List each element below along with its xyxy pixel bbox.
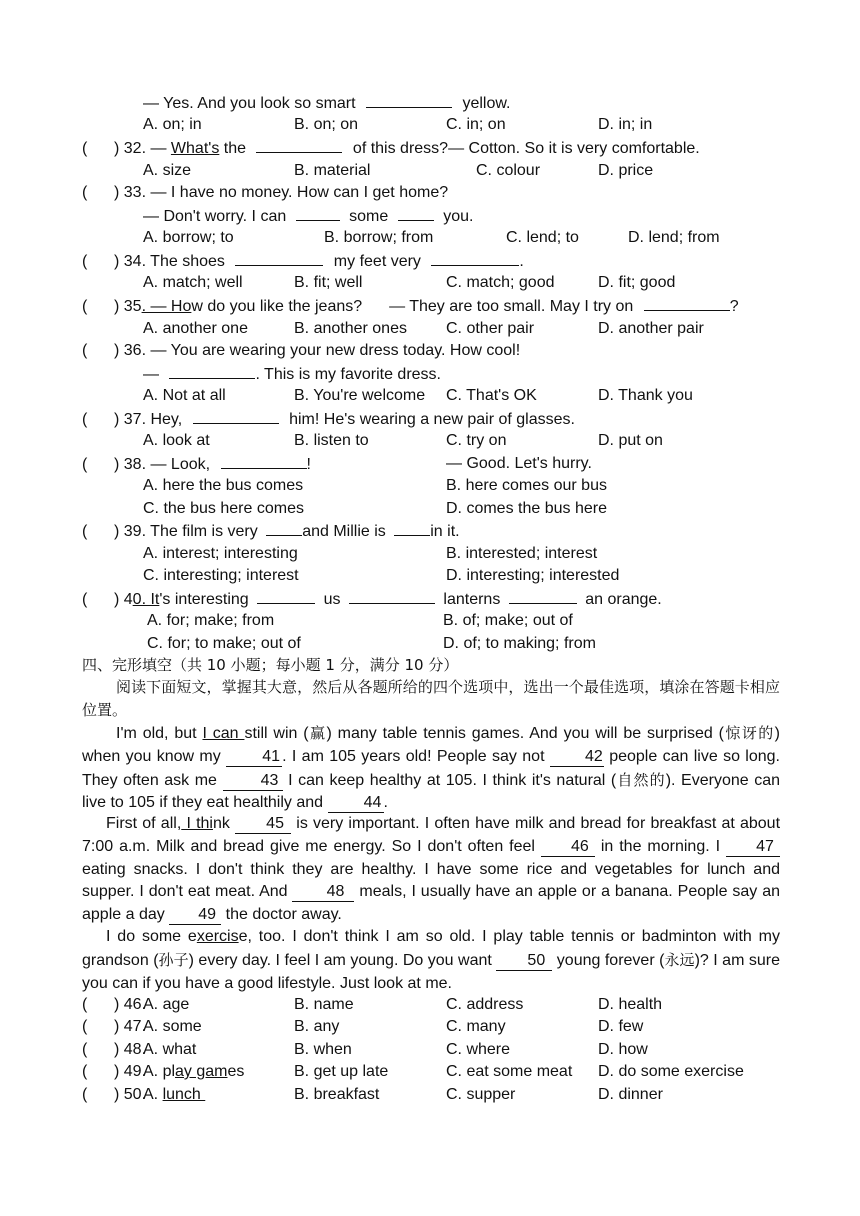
q32-stem bbox=[82, 137, 700, 159]
q38-blank bbox=[221, 453, 307, 469]
passage-text: ). Everyone can live to 105 if they eat healthily and bbox=[82, 771, 781, 812]
q39-option-d: D. interesting; interested bbox=[446, 567, 620, 584]
q34-stem-text: The shoes bbox=[150, 253, 225, 270]
q49-option-a-text: A. pl bbox=[143, 1063, 176, 1080]
q40-option-a: A. for; make; from bbox=[147, 612, 275, 629]
q35-option-b: B. another ones bbox=[294, 320, 407, 337]
q40-blank-1 bbox=[257, 588, 315, 604]
q35-stem-end: ? bbox=[729, 298, 739, 315]
q31-stem-text: — Yes. And you look so smart bbox=[143, 95, 356, 112]
q38-stem-excl: ! bbox=[306, 456, 311, 473]
q39-stem-end: in it. bbox=[430, 523, 460, 540]
passage-gloss: 赢 bbox=[308, 724, 327, 742]
q31-stem-end: yellow. bbox=[462, 95, 511, 112]
q40-blank-2 bbox=[349, 588, 435, 604]
q35-stem-answer: — They are too small. May I try on bbox=[389, 298, 634, 315]
q36-options bbox=[0, 385, 860, 407]
q46-number: ( ) 46. bbox=[82, 996, 147, 1013]
passage-gloss: 孙子 bbox=[158, 950, 189, 969]
q36-stem bbox=[82, 340, 520, 362]
q31-options bbox=[0, 114, 860, 136]
q39-blank-1 bbox=[266, 520, 302, 536]
q35-option-c: C. other pair bbox=[446, 320, 535, 337]
q39-stem bbox=[82, 520, 460, 542]
passage-text: is very important. I often have milk and bread for breakfast at about 7:00 a.m. Milk and bread give me energy. So I don't often feel bbox=[82, 815, 781, 855]
cloze-blank-48: 48 bbox=[292, 883, 354, 902]
q31-blank bbox=[366, 92, 452, 108]
q39-option-b: B. interested; interest bbox=[446, 545, 598, 562]
q48-option-d: D. how bbox=[598, 1041, 648, 1058]
q40-stem-text: 's interesting bbox=[159, 591, 249, 608]
q32-stem-the: the bbox=[219, 140, 247, 157]
q36-option-d: D. Thank you bbox=[598, 387, 693, 404]
passage-underlined: I thi bbox=[181, 815, 213, 832]
q34-stem-end: . bbox=[519, 253, 524, 270]
q38-options-1 bbox=[0, 475, 860, 497]
q36-blank bbox=[169, 363, 255, 379]
q47-number: ( ) 47. bbox=[82, 1018, 147, 1035]
q38-number: ( ) 38. bbox=[82, 456, 147, 473]
q40-options-2 bbox=[0, 633, 860, 655]
q38-stem bbox=[82, 453, 311, 475]
q49-option-a-underlined: ay gam bbox=[175, 1063, 228, 1080]
q34-options bbox=[0, 272, 860, 294]
q49-option-c: C. eat some meat bbox=[446, 1063, 573, 1080]
cloze-blank-41: 41 bbox=[226, 748, 282, 767]
q48-number: ( ) 48. bbox=[82, 1041, 147, 1058]
passage-paragraph-2 bbox=[82, 813, 780, 927]
q33-blank-1 bbox=[296, 205, 340, 221]
q37-stem-end: him! He's wearing a new pair of glasses. bbox=[289, 411, 575, 428]
q50-number: ( ) 50. bbox=[82, 1086, 147, 1103]
section-heading: 四、完形填空（共 10 小题；每小题 1 分，满分 10 分） bbox=[82, 656, 459, 674]
q49-option-b: B. get up late bbox=[294, 1063, 389, 1080]
q34-stem-mid: my feet very bbox=[333, 253, 421, 270]
q31-option-b: B. on; on bbox=[294, 116, 359, 133]
cloze-blank-50: 50 bbox=[496, 952, 552, 971]
cloze-blank-44: 44 bbox=[328, 794, 384, 813]
q37-option-d: D. put on bbox=[598, 432, 663, 449]
q38-option-b: B. here comes our bus bbox=[446, 477, 607, 494]
q40-stem-end: an orange. bbox=[585, 591, 662, 608]
q33-stem-some: some bbox=[349, 208, 389, 225]
q34-option-c: C. match; good bbox=[446, 274, 555, 291]
passage-text: ) many table tennis games. And you will be surprised ( bbox=[326, 725, 724, 742]
q35-options bbox=[0, 318, 860, 340]
q47-option-d: D. few bbox=[598, 1018, 644, 1035]
q39-options-2 bbox=[0, 565, 860, 587]
passage-text: )? I am sure you can if you have a good lifestyle. Just look at me. bbox=[82, 951, 781, 992]
q46-row bbox=[0, 994, 860, 1016]
q47-option-c: C. many bbox=[446, 1018, 506, 1035]
q33-stem bbox=[82, 182, 448, 204]
q40-stem-us: us bbox=[323, 591, 341, 608]
q39-number: ( ) 39. bbox=[82, 523, 147, 540]
q32-option-d: D. price bbox=[598, 162, 654, 179]
q37-option-c: C. try on bbox=[446, 432, 507, 449]
q35-option-d: D. another pair bbox=[598, 320, 704, 337]
passage-gloss: 自然的 bbox=[616, 770, 666, 789]
q40-stem-lanterns: lanterns bbox=[443, 591, 501, 608]
passage-underlined: I can bbox=[202, 725, 245, 742]
q40-stem-underlined: 0. It bbox=[132, 591, 160, 608]
q31-option-d: D. in; in bbox=[598, 116, 653, 133]
q32-options bbox=[0, 160, 860, 182]
q33-number: ( ) 33. bbox=[82, 184, 147, 201]
q49-option-a bbox=[143, 1061, 244, 1083]
passage-paragraph-1 bbox=[82, 722, 780, 815]
passage-text: I can keep healthy at 105. I think it's natural ( bbox=[282, 771, 617, 789]
passage-text: I'm old, but bbox=[116, 725, 203, 742]
passage-text: still win ( bbox=[244, 725, 309, 742]
q38-options-2 bbox=[0, 498, 860, 520]
passage-text: . I am 105 years old! People say not bbox=[282, 747, 550, 765]
q50-option-b: B. breakfast bbox=[294, 1086, 380, 1103]
q36-option-c: C. That's OK bbox=[446, 387, 537, 404]
passage-text: ) when you know my bbox=[82, 725, 780, 765]
q47-option-b: B. any bbox=[294, 1018, 340, 1035]
q34-option-d: D. fit; good bbox=[598, 274, 676, 291]
passage-text: meals, I usually have an apple or a banana. People say an apple a day bbox=[82, 883, 780, 924]
passage-text: young forever ( bbox=[552, 951, 665, 969]
q33-option-b: B. borrow; from bbox=[324, 229, 434, 246]
passage-text: people can live so long. They often ask me bbox=[82, 747, 781, 789]
q32-stem-dash: — bbox=[150, 140, 171, 157]
q48-option-b: B. when bbox=[294, 1041, 352, 1058]
passage-underlined: xercis bbox=[196, 928, 239, 945]
q47-option-a: A. some bbox=[143, 1018, 202, 1035]
q37-number: ( ) 37. bbox=[82, 411, 147, 428]
q35-stem-question: w do you like the jeans? bbox=[191, 298, 363, 315]
q40-blank-3 bbox=[509, 588, 577, 604]
passage-text: eating snacks. I don't think they are healthy. I have some rice and vegetables for lunch and supper. I don't eat meat. And bbox=[82, 860, 780, 901]
q36-stem-line1: — You are wearing your new dress today. How cool! bbox=[150, 342, 521, 359]
passage-text: First of all, bbox=[106, 815, 182, 832]
q40-number: ( ) 4 bbox=[82, 591, 133, 608]
q36-number: ( ) 36. bbox=[82, 342, 147, 359]
q46-option-a: A. age bbox=[143, 996, 190, 1013]
q48-option-a: A. what bbox=[143, 1041, 197, 1058]
q38-stem-look: — Look, bbox=[150, 456, 211, 473]
q50-option-a bbox=[143, 1084, 205, 1106]
passage-text: nk bbox=[212, 815, 236, 832]
q35-option-a: A. another one bbox=[143, 320, 248, 337]
q50-row bbox=[0, 1084, 860, 1106]
cloze-blank-49: 49 bbox=[169, 906, 221, 925]
q39-option-a: A. interest; interesting bbox=[143, 545, 298, 562]
q37-stem bbox=[82, 408, 575, 430]
q32-option-a: A. size bbox=[143, 162, 192, 179]
q50-option-a-text: A. bbox=[143, 1086, 163, 1103]
cloze-blank-42: 42 bbox=[550, 748, 604, 767]
q32-number: ( ) 32. bbox=[82, 140, 147, 157]
q37-stem-hey: Hey, bbox=[150, 411, 183, 428]
q33-blank-2 bbox=[398, 205, 434, 221]
q32-stem-underlined: What's bbox=[170, 140, 220, 157]
q32-option-c: C. colour bbox=[476, 162, 541, 179]
q40-option-c: C. for; to make; out of bbox=[147, 635, 301, 652]
q40-option-b: B. of; make; out of bbox=[443, 612, 573, 629]
q37-blank bbox=[193, 408, 279, 424]
q32-stem-end: of this dress?— Cotton. So it is very comfortable. bbox=[352, 140, 700, 157]
q39-stem-text: The film is very bbox=[150, 523, 258, 540]
passage-text: I do some e bbox=[106, 928, 197, 945]
q34-blank-2 bbox=[431, 250, 519, 266]
q33-option-c: C. lend; to bbox=[506, 229, 579, 246]
q40-stem bbox=[82, 588, 662, 610]
q35-blank bbox=[644, 295, 730, 311]
q34-stem bbox=[82, 250, 524, 272]
passage-gloss: 惊讶的 bbox=[723, 724, 775, 742]
passage-gloss: 永远 bbox=[664, 950, 695, 969]
q49-number: ( ) 49. bbox=[82, 1063, 147, 1080]
q34-number: ( ) 34. bbox=[82, 253, 147, 270]
q35-stem bbox=[82, 295, 739, 317]
q37-option-b: B. listen to bbox=[294, 432, 369, 449]
q31-option-a: A. on; in bbox=[143, 116, 202, 133]
q49-option-a-text-end: es bbox=[227, 1063, 245, 1080]
q35-number: ( ) 35 bbox=[82, 298, 142, 315]
cloze-blank-43: 43 bbox=[223, 772, 283, 791]
q36-stem-dash: — bbox=[143, 366, 159, 383]
q50-option-c: C. supper bbox=[446, 1086, 516, 1103]
q39-options-1 bbox=[0, 543, 860, 565]
q33-option-a: A. borrow; to bbox=[143, 229, 234, 246]
cloze-blank-45: 45 bbox=[235, 815, 291, 834]
q33-stem-line2: — Don't worry. I can bbox=[143, 208, 287, 225]
q50-option-d: D. dinner bbox=[598, 1086, 663, 1103]
q38-option-a: A. here the bus comes bbox=[143, 477, 304, 494]
q46-option-c: C. address bbox=[446, 996, 524, 1013]
q48-row bbox=[0, 1039, 860, 1061]
q49-row bbox=[0, 1061, 860, 1083]
q33-stem-2 bbox=[143, 205, 473, 227]
q36-option-a: A. Not at all bbox=[143, 387, 226, 404]
q37-options bbox=[0, 430, 860, 452]
q47-row bbox=[0, 1016, 860, 1038]
q33-options bbox=[0, 227, 860, 249]
q40-options-1 bbox=[0, 610, 860, 632]
q38-response: — Good. Let's hurry. bbox=[446, 455, 592, 472]
q33-stem-you: you. bbox=[443, 208, 474, 225]
q49-option-d: D. do some exercise bbox=[598, 1063, 744, 1080]
q31-stem bbox=[143, 92, 511, 114]
q39-option-c: C. interesting; interest bbox=[143, 567, 299, 584]
q33-stem-line1: — I have no money. How can I get home? bbox=[150, 184, 449, 201]
passage-text: e, too. I don't think I am so old. I play table tennis or badminton with my grandson ( bbox=[82, 928, 780, 969]
passage-text: ) every day. I feel I am young. Do you want bbox=[188, 951, 497, 969]
q39-blank-2 bbox=[394, 520, 430, 536]
q39-stem-mid: and Millie is bbox=[302, 523, 386, 540]
passage-text: in the morning. I bbox=[594, 837, 727, 855]
q34-blank-1 bbox=[235, 250, 323, 266]
q31-option-c: C. in; on bbox=[446, 116, 506, 133]
q36-option-b: B. You're welcome bbox=[294, 387, 426, 404]
q34-option-b: B. fit; well bbox=[294, 274, 363, 291]
section-instructions: 阅读下面短文，掌握其大意，然后从各题所给的四个选项中，选出一个最佳选项，填涂在答题卡相应位置。 bbox=[82, 678, 780, 719]
q46-option-d: D. health bbox=[598, 996, 663, 1013]
passage-text: the doctor away. bbox=[221, 906, 342, 924]
q33-option-d: D. lend; from bbox=[628, 229, 720, 246]
passage-text: . bbox=[383, 794, 388, 812]
q34-option-a: A. match; well bbox=[143, 274, 243, 291]
q38-option-c: C. the bus here comes bbox=[143, 500, 304, 517]
q32-blank bbox=[256, 137, 342, 153]
passage-paragraph-3 bbox=[82, 926, 780, 995]
cloze-blank-47: 47 bbox=[726, 838, 780, 857]
q50-option-a-underlined: lunch bbox=[162, 1086, 206, 1103]
q35-stem-underlined: . — Ho bbox=[141, 298, 192, 315]
q46-option-b: B. name bbox=[294, 996, 354, 1013]
q40-option-d: D. of; to making; from bbox=[443, 635, 596, 652]
q36-stem-2 bbox=[143, 363, 441, 385]
q36-stem-line2: . This is my favorite dress. bbox=[255, 366, 441, 383]
q38-option-d: D. comes the bus here bbox=[446, 500, 607, 517]
cloze-blank-46: 46 bbox=[541, 838, 595, 857]
q48-option-c: C. where bbox=[446, 1041, 511, 1058]
q37-option-a: A. look at bbox=[143, 432, 210, 449]
q32-option-b: B. material bbox=[294, 162, 371, 179]
